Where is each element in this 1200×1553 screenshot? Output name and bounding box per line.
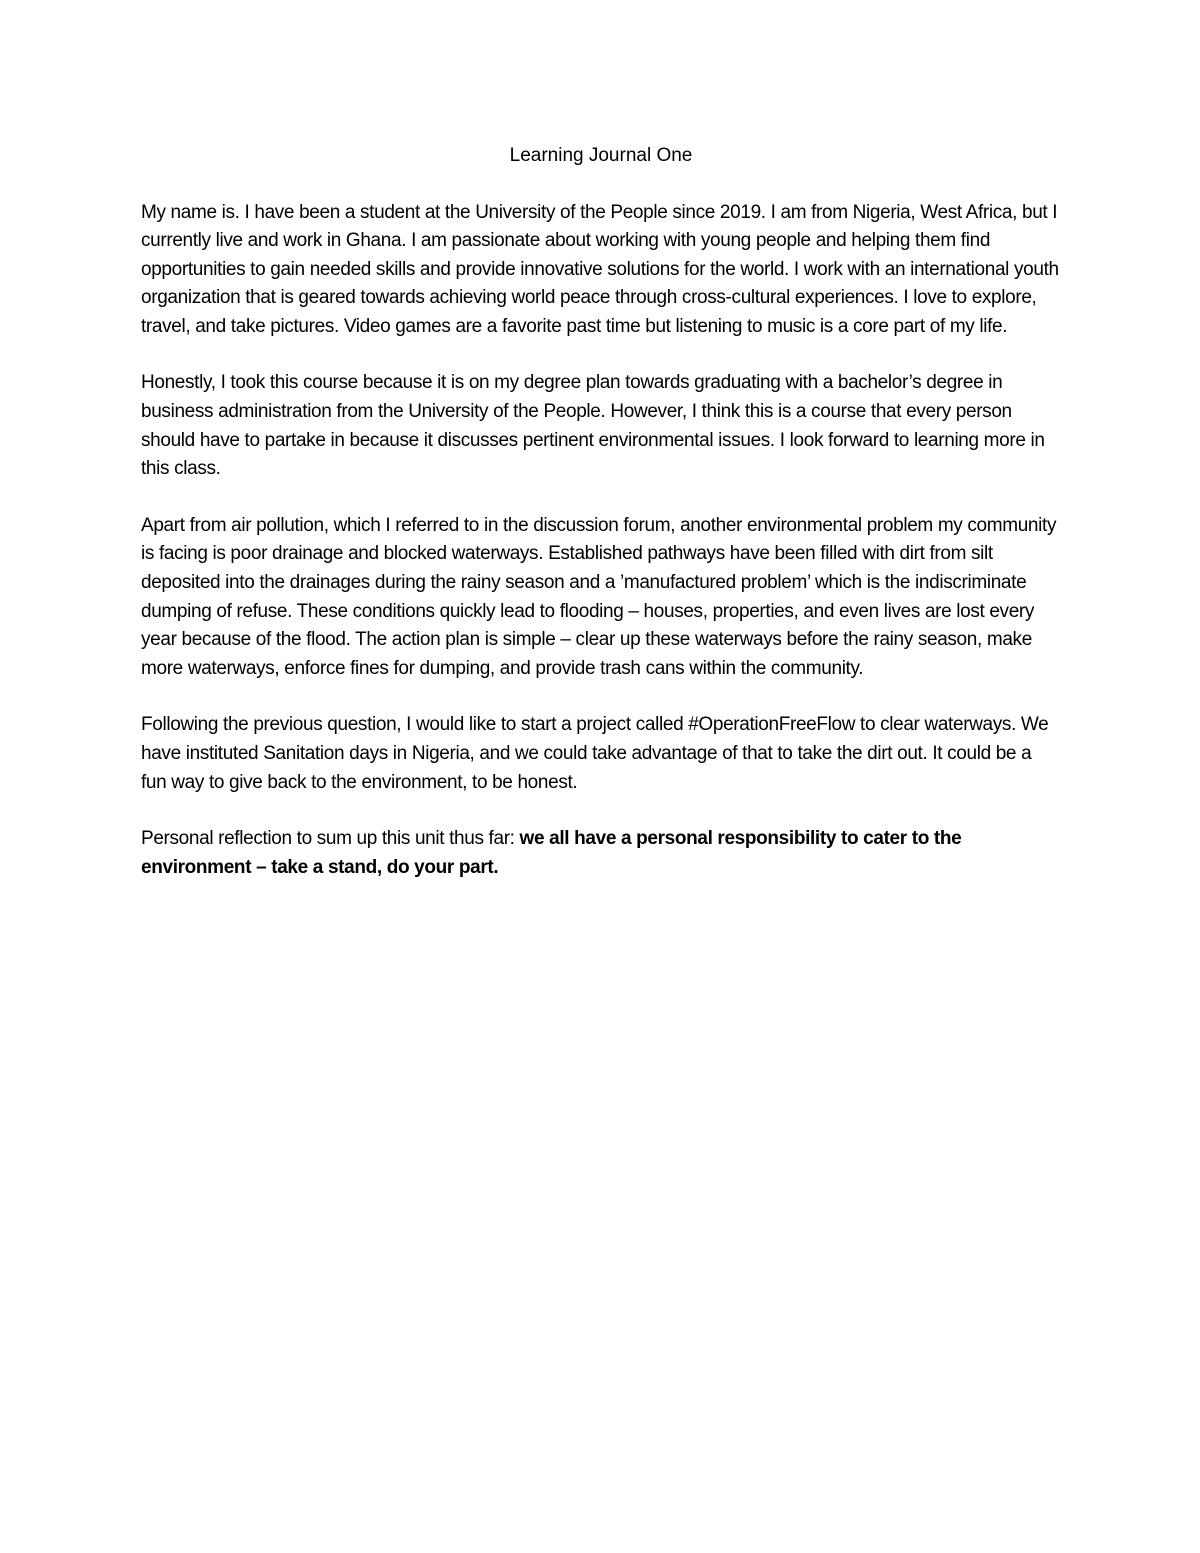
document-title: Learning Journal One (509, 145, 693, 166)
reflection-lead: Personal reflection to sum up this unit thus far: (141, 828, 520, 850)
paragraph-reflection (141, 825, 1061, 882)
document-body (141, 142, 1061, 910)
paragraph-project-idea: Following the previous question, I would like to start a project called #OperationFreeFlow to clear waterways. We have instituted Sanitation days in Nigeria, and we could take advantage of that to take the dirt out. It could be a fun way to give back to the environment, to be honest. (141, 714, 1049, 793)
paragraph-environmental-problem: Apart from air pollution, which I referred to in the discussion forum, another environmental problem my community is facing is poor drainage and blocked waterways. Established pathways have been filled with dirt from silt deposited into the drainages during the rainy season and a ’manufactured problem’ which is the indiscriminate dumping of refuse. These conditions quickly lead to flooding – houses, properties, and even lives are lost every year because of the flood. The action plan is simple – clear up these waterways before the rainy season, make more waterways, enforce fines for dumping, and provide trash cans within the community. (141, 514, 1057, 679)
reflection-emphasis: we all have a personal responsibility to cater to the environment – take a stand, do your part. (141, 828, 962, 878)
paragraph-introduction: My name is. I have been a student at the University of the People since 2019. I am from Nigeria, West Africa, but I currently live and work in Ghana. I am passionate about working with young people and helping them find opportunities to gain needed skills and provide innovative solutions for the world. I work with an international youth organization that is geared towards achieving world peace through cross-cultural experiences. I love to explore, travel, and take pictures. Video games are a favorite past time but listening to music is a core part of my life. (141, 201, 1059, 337)
paragraph-course-reason: Honestly, I took this course because it is on my degree plan towards graduating with a bachelor’s degree in business administration from the University of the People. However, I think this is a course that every person should have to partake in because it discusses pertinent environmental issues. I look forward to learning more in this class. (141, 372, 1045, 480)
